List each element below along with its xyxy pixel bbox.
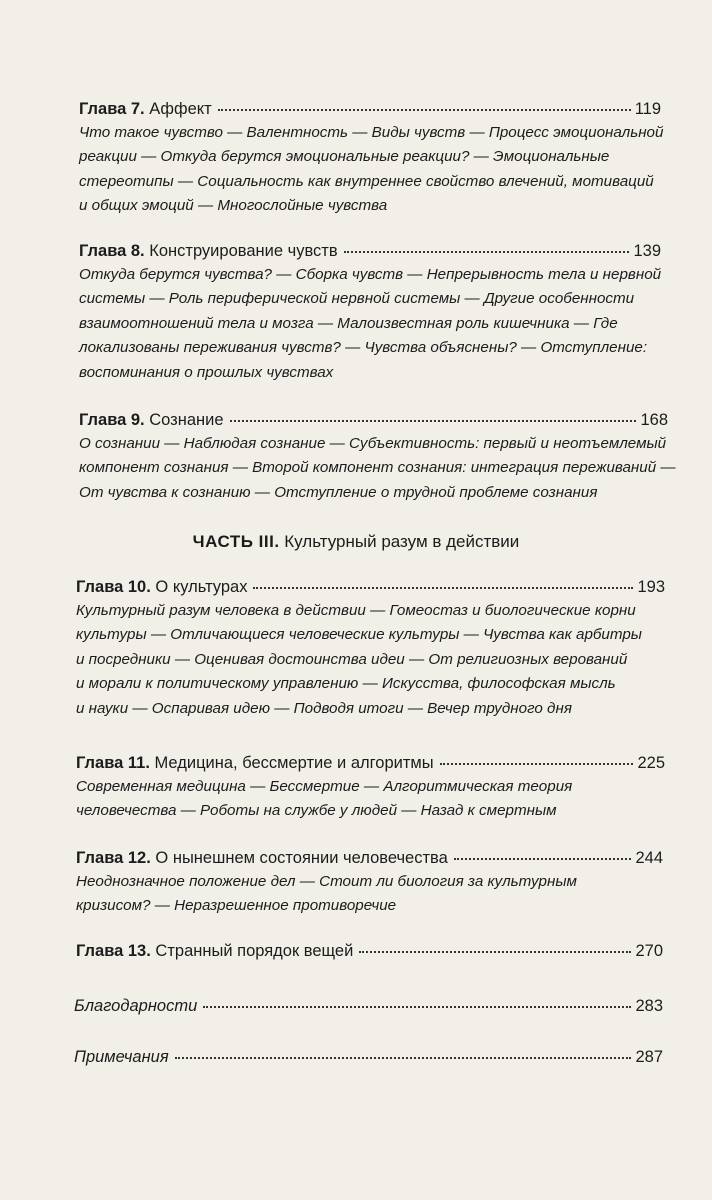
chapter-title <box>79 240 338 262</box>
part-title: Культурный разум в действии <box>284 532 520 551</box>
dot-leader <box>218 109 631 111</box>
subtopic-line: системы — Роль периферической нервной системы — Другие особенности <box>79 290 635 308</box>
page-number: 225 <box>637 754 665 772</box>
chapter-name: О культурах <box>155 578 248 596</box>
subtopic-line: и науки — Оспаривая идею — Подводя итоги — Вечер трудного дня <box>76 699 572 717</box>
chapter-title <box>76 752 434 774</box>
subtopic-line: человечества — Роботы на службе у людей — Назад к смертным <box>76 802 557 820</box>
dot-leader <box>359 951 631 953</box>
chapter-name: Аффект <box>149 100 212 118</box>
chapter-title <box>76 940 353 962</box>
subtopic-line: взаимоотношений тела и мозга — Малоизвестная роль кишечника — Где <box>79 314 618 332</box>
subtopic-line: Культурный разум человека в действии — Гомеостаз и биологические корни <box>76 602 636 619</box>
page-number: 283 <box>635 997 663 1015</box>
page-number: 168 <box>640 411 668 429</box>
chapter-name: Конструирование чувств <box>149 242 338 260</box>
part-number: ЧАСТЬ III. <box>192 532 280 551</box>
dot-leader <box>440 763 634 765</box>
part-heading[interactable] <box>0 530 712 554</box>
chapter-title <box>76 847 448 869</box>
chapter-number: Глава 8. <box>79 242 145 260</box>
dot-leader <box>203 1006 631 1008</box>
dot-leader <box>175 1057 632 1059</box>
dot-leader <box>253 587 633 589</box>
chapter-name: Сознание <box>149 411 224 429</box>
subtopic-line: и посредники — Оценивая достоинства идеи — От религиозных верований <box>76 650 628 668</box>
chapter-subtopics <box>79 121 664 219</box>
toc-entry-chapter-13[interactable] <box>76 940 663 962</box>
chapter-name: Странный порядок вещей <box>155 942 354 960</box>
toc-entry-chapter-9[interactable] <box>79 409 676 505</box>
subtopic-line: Неоднозначное положение дел — Стоит ли биология за культурным <box>76 873 577 890</box>
chapter-number: Глава 7. <box>79 100 145 118</box>
toc-entry-acknowledgements[interactable] <box>74 995 663 1017</box>
chapter-name: О нынешнем состоянии человечества <box>155 849 448 867</box>
page-number: 287 <box>635 1048 663 1066</box>
toc-entry-chapter-7[interactable] <box>79 98 664 219</box>
toc-entry-chapter-12[interactable] <box>76 847 663 919</box>
page-number: 119 <box>634 100 661 118</box>
chapter-subtopics <box>79 432 676 505</box>
dot-leader <box>230 420 637 422</box>
chapter-title <box>79 98 212 120</box>
subtopic-line: О сознании — Наблюдая сознание — Субъективность: первый и неотъемлемый <box>79 435 667 452</box>
subtopic-line: кризисом? — Неразрешенное противоречие <box>76 897 397 915</box>
toc-entry-chapter-10[interactable] <box>76 576 665 721</box>
chapter-number: Глава 9. <box>79 411 145 429</box>
subtopic-line: компонент сознания — Второй компонент сознания: интеграция переживаний — <box>79 459 676 477</box>
chapter-name: Медицина, бессмертие и алгоритмы <box>154 754 434 772</box>
subtopic-line: стереотипы — Социальность как внутреннее свойство влечений, мотиваций <box>79 172 654 190</box>
page-number: 270 <box>635 942 663 960</box>
subtopic-line: От чувства к сознанию — Отступление о трудной проблеме сознания <box>79 483 598 501</box>
section-title: Благодарности <box>74 997 198 1015</box>
dot-leader <box>344 251 630 253</box>
toc-entry-chapter-11[interactable] <box>76 752 665 824</box>
toc-entry-chapter-8[interactable] <box>79 240 661 385</box>
section-title: Примечания <box>74 1048 169 1066</box>
subtopic-line: Современная медицина — Бессмертие — Алгоритмическая теория <box>76 778 573 795</box>
chapter-subtopics <box>79 263 661 385</box>
subtopic-line: воспоминания о прошлых чувствах <box>79 363 334 381</box>
chapter-number: Глава 10. <box>76 578 151 596</box>
subtopic-line: локализованы переживания чувств? — Чувства объяснены? — Отступление: <box>79 339 648 357</box>
subtopic-line: культуры — Отличающиеся человеческие культуры — Чувства как арбитры <box>76 626 642 644</box>
subtopic-line: и общих эмоций — Многослойные чувства <box>79 197 388 215</box>
chapter-title <box>76 576 247 598</box>
chapter-number: Глава 11. <box>76 754 150 772</box>
subtopic-line: реакции — Откуда берутся эмоциональные реакции? — Эмоциональные <box>79 148 610 166</box>
chapter-subtopics <box>76 775 665 824</box>
page-number: 193 <box>637 578 665 596</box>
page-number: 244 <box>635 849 663 867</box>
page-number: 139 <box>633 242 661 260</box>
dot-leader <box>454 858 632 860</box>
subtopic-line: Откуда берутся чувства? — Сборка чувств — Непрерывность тела и нервной <box>79 266 662 283</box>
toc-entry-notes[interactable] <box>74 1046 663 1068</box>
chapter-subtopics <box>76 599 665 721</box>
subtopic-line: и морали к политическому управлению — Искусства, философская мысль <box>76 675 616 693</box>
chapter-title <box>79 409 224 431</box>
subtopic-line: Что такое чувство — Валентность — Виды чувств — Процесс эмоциональной <box>79 124 664 141</box>
chapter-number: Глава 13. <box>76 942 151 960</box>
chapter-subtopics <box>76 870 663 919</box>
chapter-number: Глава 12. <box>76 849 151 867</box>
